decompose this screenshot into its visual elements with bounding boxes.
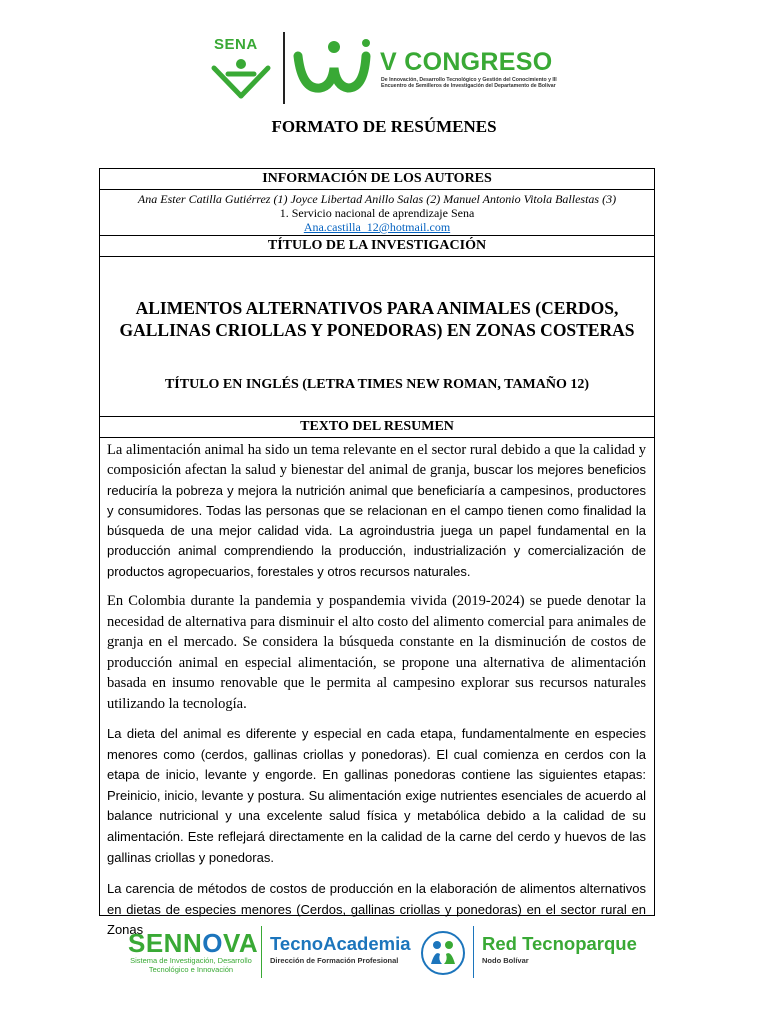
document-title: FORMATO DE RESÚMENES (271, 117, 497, 136)
abstract-table (99, 168, 655, 938)
authors-cell (100, 190, 654, 236)
page-footer (0, 924, 768, 984)
sennova-text-b: VA (222, 928, 259, 958)
header-divider (283, 32, 285, 104)
sennova-logo (128, 928, 258, 959)
footer-divider-1 (261, 926, 262, 978)
red-tecnoparque-title: Red Tecnoparque (482, 933, 637, 954)
english-title: TÍTULO EN INGLÉS (LETRA TIMES NEW ROMAN, TAMAÑO 12) (164, 377, 590, 392)
congreso-title: V CONGRESO (380, 48, 553, 76)
summary-paragraph-2: En Colombia durante la pandemia y pospandemia vivida (2019-2024) se puede denotar la necesidad de alternativa para disminuir el alto costo del alimento comercial para animales de granja en el mercado. Se considera la búsqueda constante en la disminución de costos de producción animal en especial alimentación, se propone una alternativa de alimentación basada en insumo renovable que le permita al campesino explorar sus recursos naturales utilizando la tecnología. (107, 593, 646, 712)
title-cell (100, 257, 654, 417)
paragraph-1-lead: La alimentación animal ha sido un tema relevante en el sector rural debido a que la calidad y composición afectan la salud y bienestar del animal de granja, (107, 442, 646, 479)
footer-divider-2 (473, 926, 474, 978)
sena-wordmark: SENA (214, 36, 258, 53)
summary-header: TEXTO DEL RESUMEN (100, 417, 654, 438)
tecnoacademia-title: TecnoAcademia (270, 933, 411, 954)
congreso-logo-icon (292, 38, 378, 98)
research-title: ALIMENTOS ALTERNATIVOS PARA ANIMALES (CERDOS, GALLINAS CRIOLLAS Y PONEDORAS) EN ZONAS COSTERAS (119, 298, 635, 340)
tecnoparque-people-icon (418, 930, 468, 976)
summary-paragraph-3: La dieta del animal es diferente y especial en cada etapa, fundamentalmente en especies menores como (cerdos, gallinas criollas y ponedoras). El cual comienza en cerdos con la etapa de inicio, levante y engorde. En gallinas ponedoras contiene las siguientes etapas: Preinicio, inicio, levante y postura. Su alimentación exige nutrientes esenciales de acuerdo al balance nutricional y una excelente salud física y metabólica debido a la calidad de su alimentación. Este reflejará directamente en la calidad de la carne del cerdo y huevos de las gallinas criollas y ponedoras. (107, 726, 646, 865)
tecnoacademia-subtitle: Dirección de Formación Profesional (270, 956, 399, 965)
paragraph-1-rest: buscar los mejores beneficios reduciría la pobreza y mejora la nutrición animal que beneficiaría a campesinos, productores y consumidores. Todas las personas que se relacionan en el campo tienen como finalidad la búsqueda de una mejor calidad vida. La agroindustria juega un papel fundamental en la producción animal comprendiendo la producción, industrialización y comercialización de productos agropecuarios, forestales y otros recursos naturales. (107, 462, 646, 579)
congreso-subtitle: De Innovación, Desarrollo Tecnológico y Gestión del Conocimiento y III Encuentro de Semilleros de Investigación del Departamento de Bolívar (381, 77, 557, 89)
red-tecnoparque-subtitle: Nodo Bolívar (482, 956, 529, 965)
sennova-subtitle: Sistema de Investigación, Desarrollo Tecnológico e Innovación (130, 956, 252, 974)
author-names: Ana Ester Catilla Gutiérrez (1) Joyce Libertad Anillo Salas (2) Manuel Antonio Vitola Ballestas (3) (137, 192, 617, 206)
authors-header: INFORMACIÓN DE LOS AUTORES (100, 169, 654, 190)
sennova-text-a: SENN (128, 928, 203, 958)
summary-paragraph-1 (107, 440, 646, 582)
summary-body (100, 440, 654, 941)
research-title-header: TÍTULO DE LA INVESTIGACIÓN (100, 236, 654, 257)
summary-paragraph-4: La carencia de métodos de costos de producción en la elaboración de alimentos alternativos en dietas de especies menores (Cerdos, gallinas criollas y ponedoras) en el sector rural en Zonas (107, 881, 646, 938)
author-affiliation: 1. Servicio nacional de aprendizaje Sena (279, 206, 475, 220)
page-header (0, 14, 768, 94)
author-email-link[interactable]: Ana.castilla_12@hotmail.com (303, 220, 451, 234)
sennova-o-mark: O (202, 928, 223, 958)
